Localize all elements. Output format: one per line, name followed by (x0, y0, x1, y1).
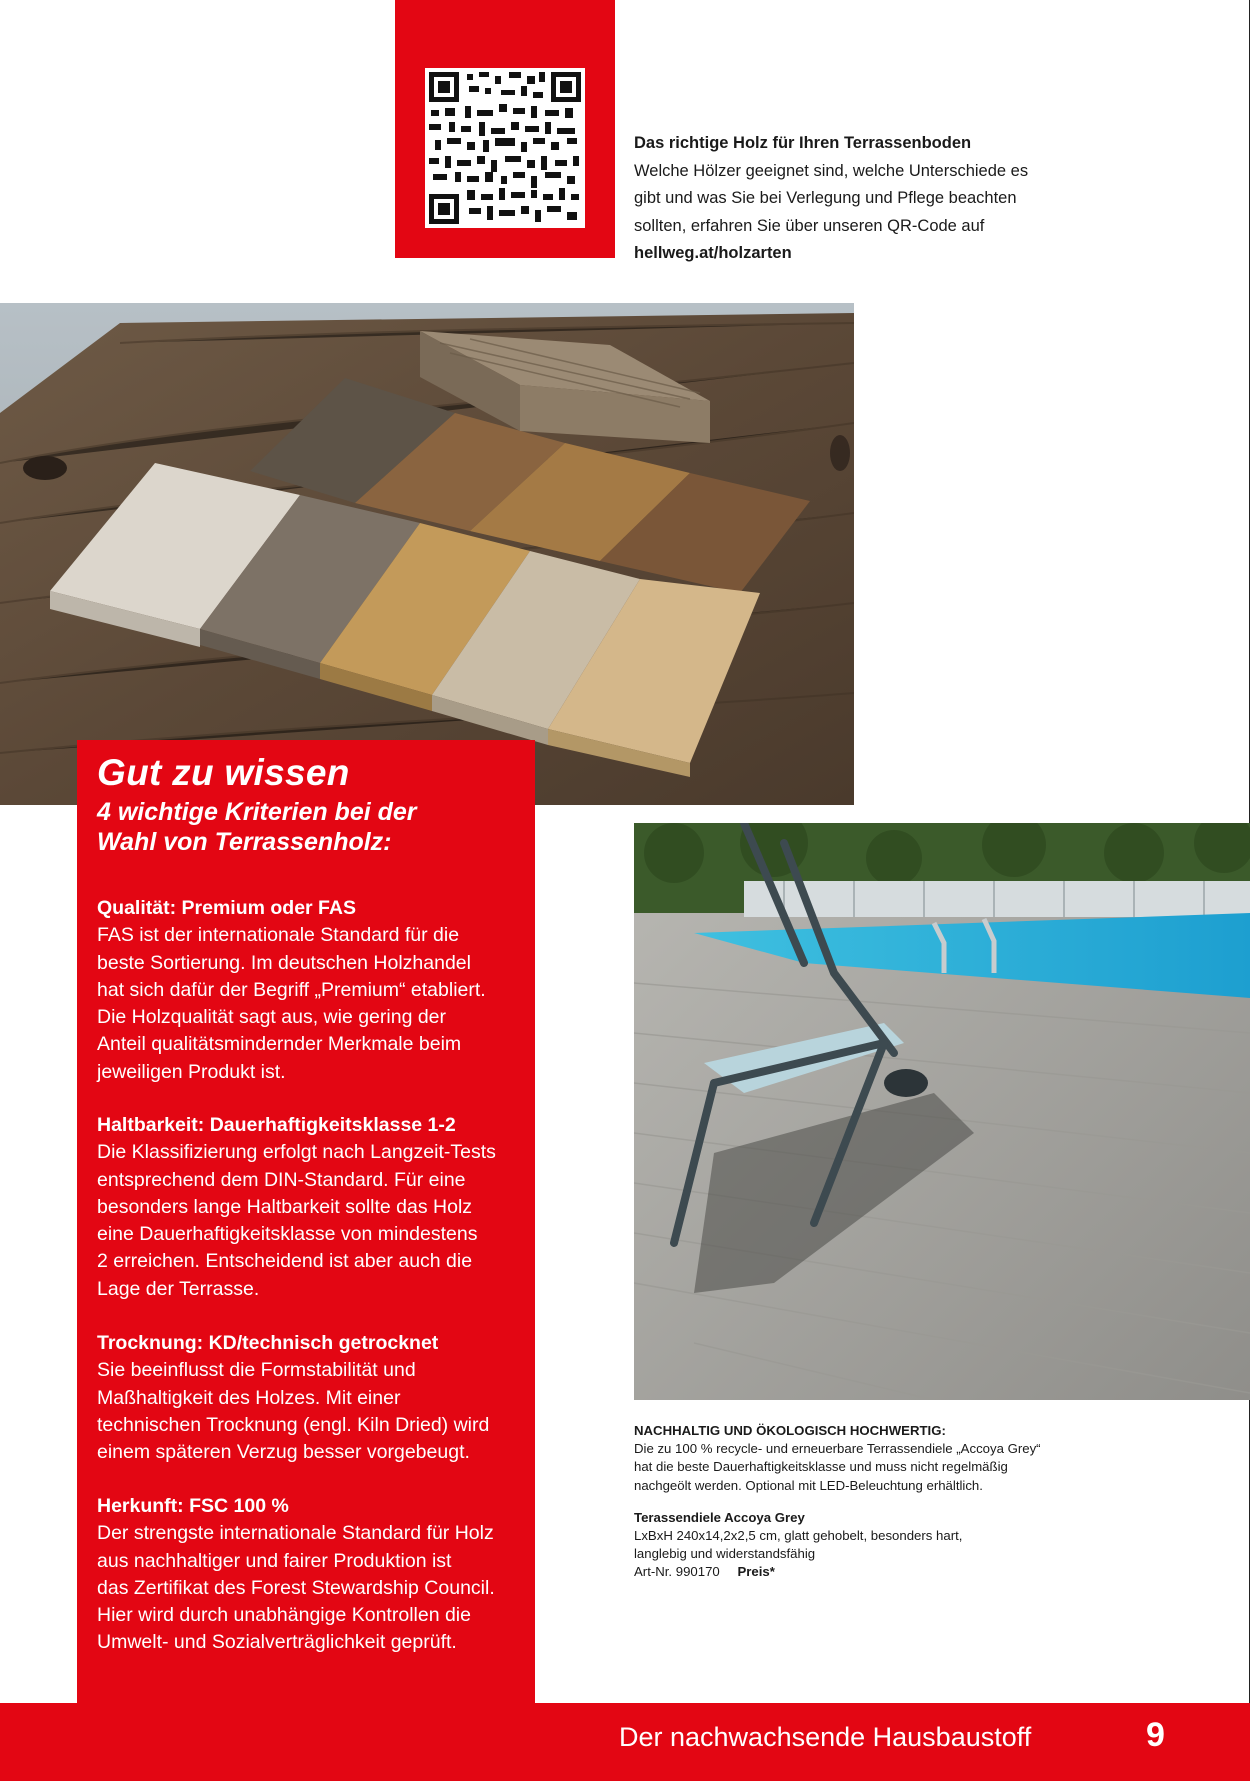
criterion-line: FAS ist der internationale Standard für die (97, 924, 460, 947)
pool-terrace-photo (634, 823, 1250, 1400)
criterion-line: entsprechend dem DIN-Standard. Für eine (97, 1168, 466, 1191)
caption-heading: NACHHALTIG UND ÖKOLOGISCH HOCHWERTIG: (634, 1423, 946, 1438)
price-label: Preis* (737, 1564, 775, 1580)
criterion-line: Die Klassifizierung erfolgt nach Langzeit-Tests (97, 1141, 496, 1164)
criterion-line: jeweiligen Produkt ist. (97, 1060, 286, 1083)
criterion-line: Lage der Terrasse. (97, 1277, 260, 1300)
criterion-line: beste Sortierung. Im deutschen Holzhandel (97, 951, 471, 974)
product-spec-line: LxBxH 240x14,2x2,5 cm, glatt gehobelt, besonders hart, (634, 1528, 963, 1544)
product-spec-line: langlebig und widerstandsfähig (634, 1546, 816, 1562)
product-caption (634, 1422, 1104, 1582)
caption-line: nachgeölt werden. Optional mit LED-Beleuchtung erhältlich. (634, 1477, 983, 1493)
criterion-line: aus nachhaltiger und fairer Produktion ist (97, 1549, 452, 1572)
caption-line: hat die beste Dauerhaftigkeitsklasse und muss nicht regelmäßig (634, 1459, 1008, 1475)
criterion-origin (97, 1493, 527, 1657)
page-number: 9 (1146, 1716, 1165, 1754)
product-name: Terassendiele Accoya Grey (634, 1509, 805, 1525)
pool-terrace-illustration (634, 823, 1250, 1400)
criterion-heading: Trocknung: KD/technisch getrocknet (97, 1332, 439, 1354)
criterion-line: Der strengste internationale Standard für Holz (97, 1522, 494, 1545)
qr-line: Welche Hölzer geeignet sind, welche Unterschiede es (634, 161, 1029, 180)
criterion-line: hat sich dafür der Begriff „Premium“ etabliert. (97, 978, 486, 1001)
qr-heading: Das richtige Holz für Ihren Terrassenboden (634, 134, 972, 152)
criterion-heading: Haltbarkeit: Dauerhaftigkeitsklasse 1-2 (97, 1114, 456, 1136)
info-subtitle-line: 4 wichtige Kriterien bei der (97, 798, 417, 826)
criterion-line: Hier wird durch unabhängige Kontrollen die (97, 1604, 471, 1627)
info-title: Gut zu wissen (97, 752, 350, 793)
criterion-durability (97, 1112, 527, 1303)
wood-samples-photo (0, 303, 854, 805)
qr-link[interactable]: hellweg.at/holzarten (634, 244, 792, 262)
qr-line: sollten, erfahren Sie über unseren QR-Code auf (634, 216, 985, 235)
criterion-drying (97, 1330, 527, 1466)
product-article-row (634, 1563, 1104, 1581)
criterion-heading: Herkunft: FSC 100 % (97, 1495, 289, 1517)
criterion-line: besonders lange Haltbarkeit sollte das Holz (97, 1195, 473, 1218)
criterion-line: einem späteren Verzug besser vorgebeugt. (97, 1441, 470, 1464)
footer-title: Der nachwachsende Hausbaustoff (619, 1722, 1032, 1752)
criterion-line: Sie beeinflusst die Formstabilität und (97, 1359, 416, 1382)
criterion-line: Maßhaltigkeit des Holzes. Mit einer (97, 1386, 401, 1409)
qr-text-block (634, 130, 1054, 268)
caption-line: Die zu 100 % recycle- und erneuerbare Terrassendiele „Accoya Grey“ (634, 1441, 1041, 1457)
criterion-line: eine Dauerhaftigkeitsklasse von mindestens (97, 1223, 478, 1246)
wood-samples-illustration (0, 303, 854, 805)
criterion-line: Umwelt- und Sozialverträglichkeit geprüft. (97, 1631, 457, 1654)
info-subtitle (97, 797, 517, 857)
criterion-quality (97, 895, 527, 1086)
qr-line: gibt und was Sie bei Verlegung und Pflege beachten (634, 189, 1017, 207)
criterion-line: technischen Trocknung (engl. Kiln Dried) wird (97, 1413, 490, 1436)
criterion-line: das Zertifikat des Forest Stewardship Council. (97, 1576, 495, 1599)
qr-code-image (425, 68, 585, 228)
criterion-line: 2 erreichen. Entscheidend ist aber auch die (97, 1250, 473, 1273)
criterion-heading: Qualität: Premium oder FAS (97, 897, 356, 919)
info-subtitle-line: Wahl von Terrassenholz: (97, 828, 392, 856)
good-to-know-box (77, 740, 535, 1705)
footer-bar (0, 1703, 1250, 1781)
article-number: Art-Nr. 990170 (634, 1564, 720, 1580)
criterion-line: Anteil qualitätsmindernder Merkmale beim (97, 1033, 462, 1056)
qr-code[interactable] (425, 68, 585, 228)
criterion-line: Die Holzqualität sagt aus, wie gering der (97, 1006, 447, 1029)
